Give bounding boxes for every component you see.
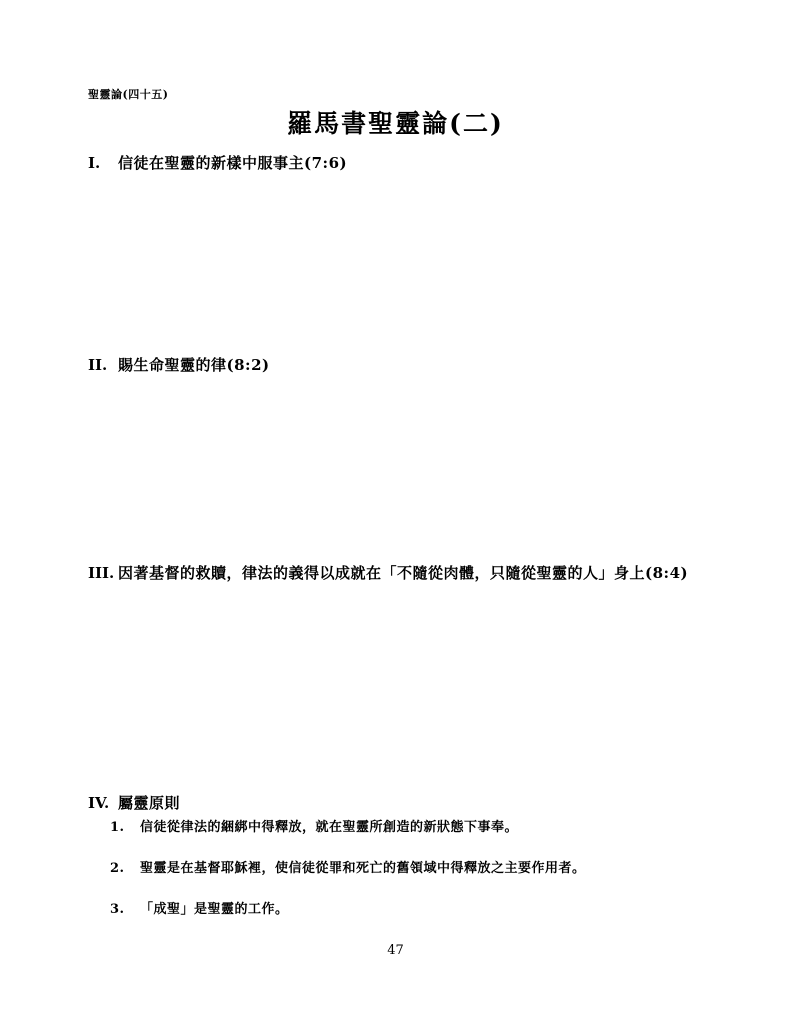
section-3-marker: III. xyxy=(88,564,115,582)
section-3 xyxy=(88,560,703,586)
section-1-text: 信徒在聖靈的新樣中服事主(7:6) xyxy=(118,154,348,172)
section-4 xyxy=(88,790,703,816)
list-item xyxy=(110,900,710,921)
section-1-marker: I. xyxy=(88,154,101,172)
section-4-marker: IV. xyxy=(88,794,110,812)
list-item-number: 3. xyxy=(110,901,125,917)
list-item-number: 1. xyxy=(110,820,125,835)
list-item xyxy=(110,818,710,839)
section-2 xyxy=(88,352,703,378)
section-2-text: 賜生命聖靈的律(8:2) xyxy=(118,356,270,374)
list-item xyxy=(110,859,710,880)
section-2-marker: II. xyxy=(88,356,108,374)
list-item-number: 2. xyxy=(110,860,125,876)
section-4-text: 屬靈原則 xyxy=(118,794,181,812)
list-item-text: 「成聖」是聖靈的工作。 xyxy=(140,901,289,917)
sub-list xyxy=(110,818,710,940)
page-title: 羅馬書聖靈論(二) xyxy=(287,109,504,138)
list-item-text: 聖靈是在基督耶穌裡，使信徒從罪和死亡的舊領域中得釋放之主要作用者。 xyxy=(140,860,586,876)
header-note: 聖靈論(四十五) xyxy=(88,88,169,101)
list-item-text: 信徒從律法的綑綁中得釋放，就在聖靈所創造的新狀態下事奉。 xyxy=(140,820,519,835)
section-3-text: 因著基督的救贖，律法的義得以成就在「不隨從肉體，只隨從聖靈的人」身上(8:4) xyxy=(118,564,689,582)
section-1 xyxy=(88,150,703,176)
page-number: 47 xyxy=(387,943,404,958)
